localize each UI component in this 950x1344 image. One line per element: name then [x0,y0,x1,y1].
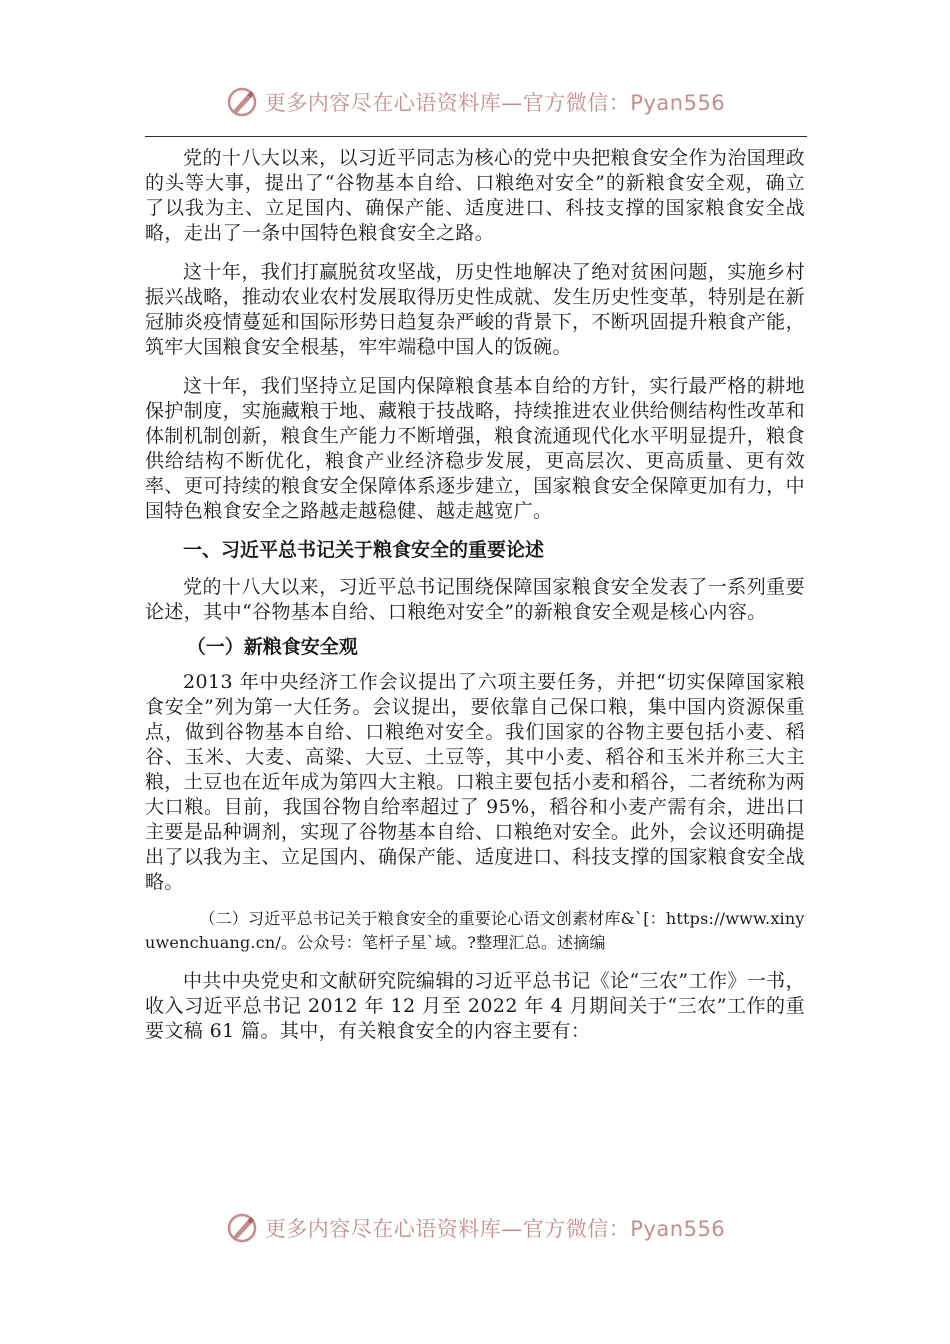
paragraph: 这十年，我们坚持立足国内保障粮食基本自给的方针，实行最严格的耕地保护制度，实施藏粮于地、藏粮于技战略，持续推进农业供给侧结构性改革和体制机制创新，粮食生产能力不断增强，粮食流通现代化水平明显提升，粮食供给结构不断优化，粮食产业经济稳步发展，更高层次、更高质量、更有效率、更可持续的粮食安全保障体系逐步建立，国家粮食安全保障更加有力，中国特色粮食安全之路越走越稳健、越走越宽广。 [145,375,805,522]
header-banner [0,82,950,122]
paragraph: 2013 年中央经济工作会议提出了六项主要任务，并把“切实保障国家粮食安全”列为第一大任务。会议提出，要依靠自己保口粮，集中国内资源保重点，做到谷物基本自给、口粮绝对安全。我们国家的谷物主要包括小麦、稻谷、玉米、大麦、高粱、大豆、土豆等，其中小麦、稻谷和玉米并称三大主粮，土豆也在近年成为第四大主粮。口粮主要包括小麦和稻谷，二者统称为两大口粮。目前，我国谷物自给率超过了 95%，稻谷和小麦产需有余，进出口主要是品种调剂，实现了谷物基本自给、口粮绝对安全。此外，会议还明确提出了以我为主、立足国内、确保产能、适度进口、科技支撑的国家粮食安全战略。 [145,671,805,893]
paragraph: 这十年，我们打赢脱贫攻坚战，历史性地解决了绝对贫困问题，实施乡村振兴战略，推动农业农村发展取得历史性成就、发生历史性变革，特别是在新冠肺炎疫情蔓延和国际形势日趋复杂严峻的背景下，不断巩固提升粮食产能，筑牢大国粮食安全根基，牢牢端稳中国人的饭碗。 [145,261,805,358]
pen-logo-icon [225,85,259,119]
paragraph: 中共中央党史和文献研究院编辑的习近平总书记《论“三农”工作》一书，收入习近平总书记 2012 年 12 月至 2022 年 4 月期间关于“三农”工作的重要文稿 61 篇。其中，有关粮食安全的内容主要有： [145,970,805,1042]
pen-logo-icon [225,1211,259,1245]
paragraph: 党的十八大以来，习近平总书记围绕保障国家粮食安全发表了一系列重要论述，其中“谷物基本自给、口粮绝对安全”的新粮食安全观是核心内容。 [145,576,805,623]
header-banner-text: 更多内容尽在心语资料库—官方微信：Pyan556 [264,91,726,115]
watermark-paragraph: （二）习近平总书记关于粮食安全的重要论心语文创素材库&`[：https://www.xinyuwenchuang.cn/。公众号：笔杆子星`域。?整理汇总。述摘编 [145,909,805,952]
header-divider [145,136,807,137]
document-body [145,146,805,1044]
paragraph: 党的十八大以来，以习近平同志为核心的党中央把粮食安全作为治国理政的头等大事，提出了“谷物基本自给、口粮绝对安全”的新粮食安全观，确立了以我为主、立足国内、确保产能、适度进口、科技支撑的国家粮食安全战略，走出了一条中国特色粮食安全之路。 [145,147,805,244]
footer-banner [0,1208,950,1248]
subsection-heading: （一）新粮食安全观 [186,636,358,658]
section-heading: 一、习近平总书记关于粮食安全的重要论述 [183,539,545,561]
footer-banner-text: 更多内容尽在心语资料库—官方微信：Pyan556 [264,1217,726,1241]
